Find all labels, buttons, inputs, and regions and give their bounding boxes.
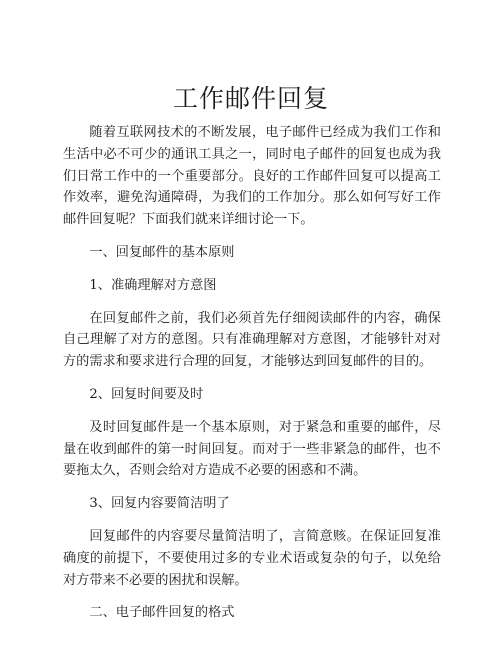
subsection-heading-understand: 1、准确理解对方意图 — [89, 277, 217, 293]
page-title: 工作邮件回复 — [172, 84, 329, 113]
subsection-body-concise: 回复邮件的内容要尽量简洁明了，言简意赅。在保证回复准确度的前提下，不要使用过多的专业术语或复杂的句子，以免给对方带来不必要的困扰和误解。 — [63, 528, 441, 588]
subsection-heading-concise: 3、回复内容要简洁明了 — [89, 496, 230, 512]
subsection-heading-timely: 2、回复时间要及时 — [89, 386, 204, 402]
section-heading-format: 二、电子邮件回复的格式 — [89, 605, 235, 621]
intro-paragraph: 随着互联网技术的不断发展，电子邮件已经成为我们工作和生活中必不可少的通讯工具之一，同时电子邮件的回复也成为我们日常工作中的一个重要部分。良好的工作邮件回复可以提高工作效率，避免沟通障碍，为我们的工作加分。那么如何写好工作邮件回复呢？下面我们就来详细讨论一下。 — [63, 125, 441, 228]
subsection-body-understand: 在回复邮件之前，我们必须首先仔细阅读邮件的内容，确保自己理解了对方的意图。只有准确理解对方意图，才能够针对对方的需求和要求进行合理的回复，才能够达到回复邮件的目的。 — [63, 310, 441, 370]
document-body — [63, 122, 441, 624]
section-heading-principles: 一、回复邮件的基本原则 — [89, 244, 235, 260]
subsection-body-timely: 及时回复邮件是一个基本原则，对于紧急和重要的邮件，尽量在收到邮件的第一时间回复。而对于一些非紧急的邮件，也不要拖太久，否则会给对方造成不必要的困惑和不满。 — [63, 419, 441, 479]
